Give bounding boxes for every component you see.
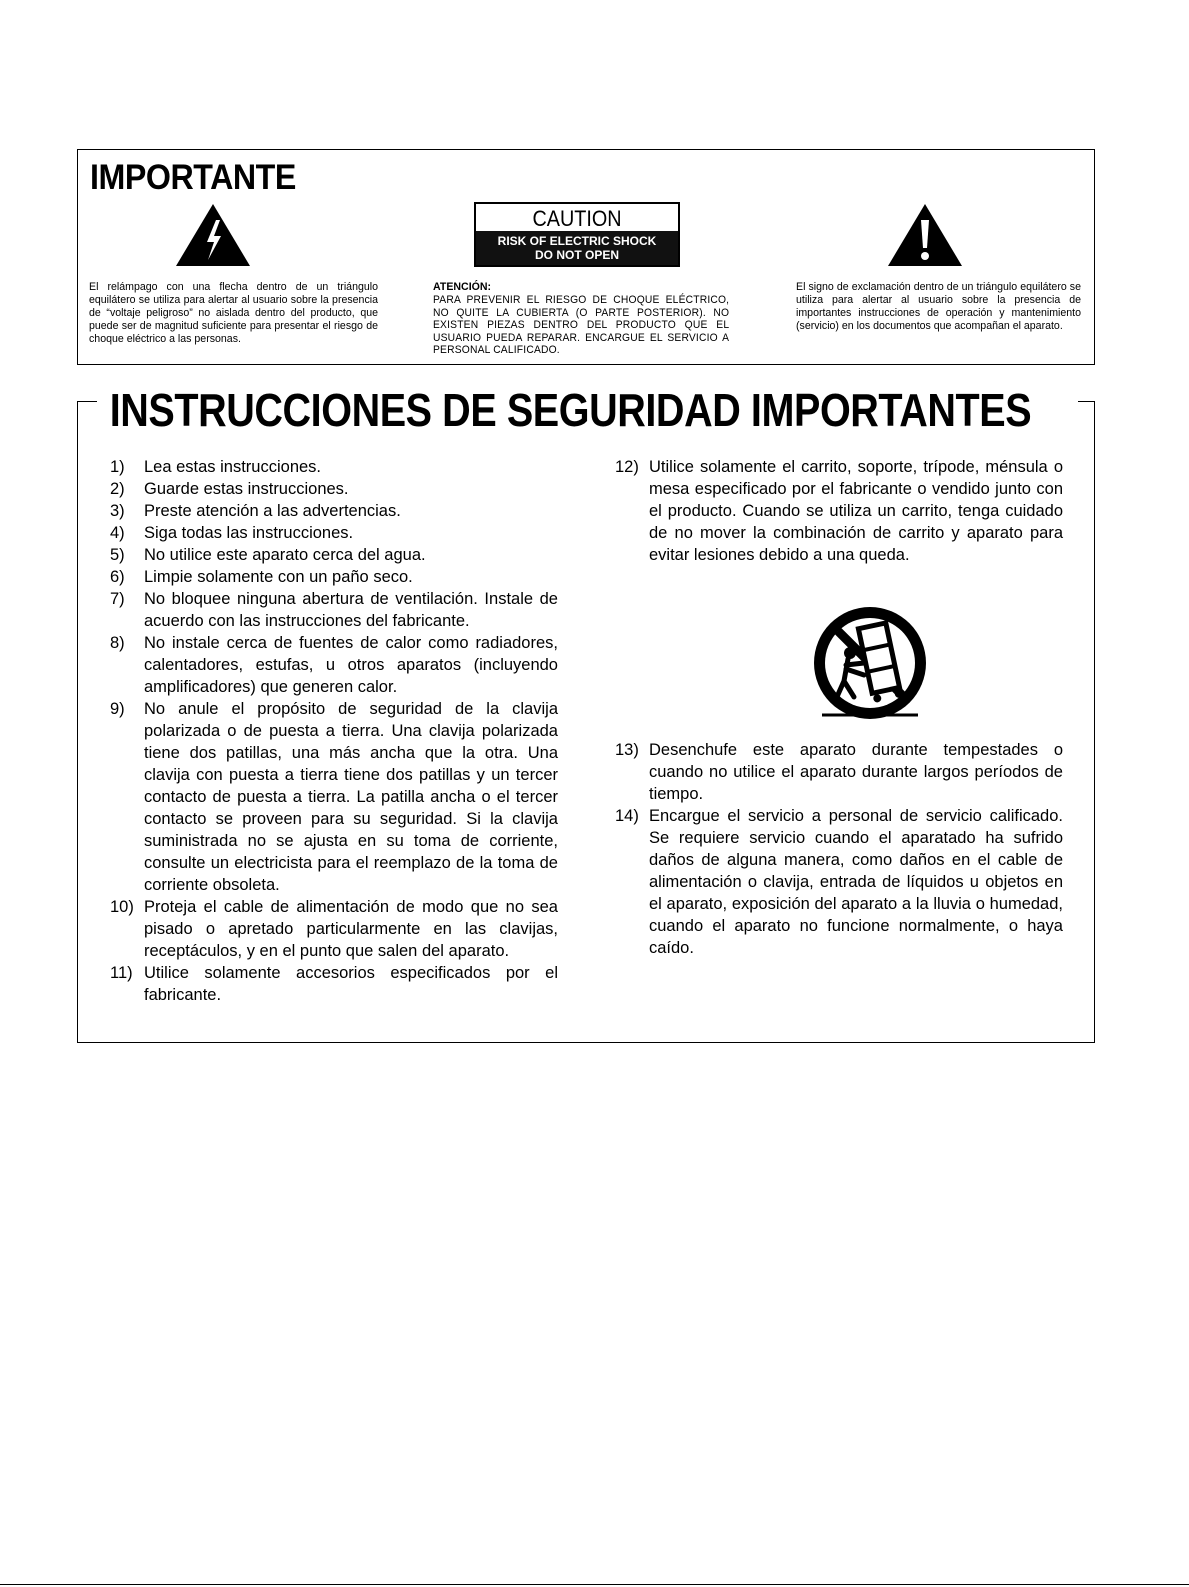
item-number: 3) xyxy=(110,502,125,520)
list-item xyxy=(110,566,558,588)
item-number: 7) xyxy=(110,590,125,608)
item-text: No utilice este aparato cerca del agua. xyxy=(144,546,426,564)
item-text: Preste atención a las advertencias. xyxy=(144,502,401,520)
caution-label-title: CAUTION xyxy=(532,206,622,231)
list-item xyxy=(110,522,558,544)
cart-tip-over-warning-icon xyxy=(808,603,932,727)
list-item xyxy=(110,544,558,566)
exclamation-warning-icon xyxy=(886,202,964,268)
item-number: 5) xyxy=(110,546,125,564)
item-number: 2) xyxy=(110,480,125,498)
lightning-explanation: El relámpago con una flecha dentro de un triángulo equilátero se utiliza para alertar al usuario sobre la presencia de “voltaje peligroso” no aislada dentro del producto, que puede ser de magnitud suficiente para presentar el riesgo de choque eléctrico a las personas. xyxy=(89,281,378,345)
item-text: Desenchufe este aparato durante tempestades o cuando no utilice el aparato durante largos períodos de tiempo. xyxy=(649,741,1063,803)
caution-label-line1: RISK OF ELECTRIC SHOCK xyxy=(497,234,657,248)
instructions-left-column xyxy=(110,456,558,1006)
list-item xyxy=(615,456,1063,566)
item-number: 10) xyxy=(110,898,134,916)
list-item xyxy=(615,805,1063,959)
list-item xyxy=(110,478,558,500)
caution-label-line2: DO NOT OPEN xyxy=(534,248,619,262)
item-number: 14) xyxy=(615,807,639,825)
list-item xyxy=(110,500,558,522)
caution-label xyxy=(474,202,680,267)
box-top-border-left xyxy=(77,401,97,402)
item-number: 13) xyxy=(615,741,639,759)
item-number: 11) xyxy=(110,964,133,982)
item-number: 9) xyxy=(110,700,125,718)
item-text: Encargue el servicio a personal de servicio calificado. Se requiere servicio cuando el aparatado ha sufrido daños de alguna manera, como daños en el cable de alimentación o clavija, entrada de líquidos u objetos en el aparato, exposición del aparato a la lluvia o humedad, cuando el aparato no funcione normalmente, o haya caído. xyxy=(649,807,1063,957)
item-number: 12) xyxy=(615,458,639,476)
item-text: Proteja el cable de alimentación de modo que no sea pisado o apretado particularmente en las clavijas, receptáculos, y en el punto que salen del aparato. xyxy=(144,898,558,960)
lightning-warning-icon xyxy=(174,202,252,268)
box-top-border-right xyxy=(1078,401,1095,402)
item-number: 6) xyxy=(110,568,125,586)
list-item xyxy=(615,739,1063,805)
list-item xyxy=(110,588,558,632)
item-text: Utilice solamente el carrito, soporte, trípode, ménsula o mesa especificado por el fabricante o vendido junto con el producto. Cuando se utiliza un carrito, tenga cuidado de no mover la combinación de carrito y aparato para evitar lesiones debido a una queda. xyxy=(649,458,1063,564)
atencion-heading: ATENCIÓN: xyxy=(433,281,492,293)
safety-instructions-title: INSTRUCCIONES DE SEGURIDAD IMPORTANTES xyxy=(108,383,1036,437)
item-number: 4) xyxy=(110,524,125,542)
page-bottom-rule xyxy=(0,1584,1189,1585)
item-text: Guarde estas instrucciones. xyxy=(144,480,349,498)
list-item xyxy=(110,698,558,896)
list-item xyxy=(110,896,558,962)
item-text: Siga todas las instrucciones. xyxy=(144,524,354,542)
item-text: Lea estas instrucciones. xyxy=(144,458,322,476)
item-text: Utilice solamente accesorios especificados por el fabricante. xyxy=(144,964,558,1004)
atencion-text: PARA PREVENIR EL RIESGO DE CHOQUE ELÉCTRICO, NO QUITE LA CUBIERTA (O PARTE POSTERIOR). NO EXISTEN PIEZAS DENTRO DEL PRODUCTO QUE EL USUARIO PUEDA REPARAR. ENCARGUE EL SERVICIO A PERSONAL CALIFICADO. xyxy=(433,294,730,356)
list-item xyxy=(110,456,558,478)
caution-label-warning xyxy=(476,231,678,265)
exclamation-explanation: El signo de exclamación dentro de un triángulo equilátero se utiliza para alertar al usuario sobre la presencia de importantes instrucciones de operación y mantenimiento (servicio) en los documentos que acompañan el aparato. xyxy=(796,281,1081,332)
list-item xyxy=(110,962,558,1006)
item-text: No bloquee ninguna abertura de ventilación. Instale de acuerdo con las instrucciones del fabricante. xyxy=(144,590,558,630)
item-number: 1) xyxy=(110,458,125,476)
item-text: No anule el propósito de seguridad de la clavija polarizada o de puesta a tierra. Una clavija polarizada tiene dos patillas, una más ancha que la otra. Una clavija con puesta a tierra tiene dos patillas y un tercer contacto de puesta a tierra. La patilla ancha o el tercer contacto se proveen para su seguridad. Si la clavija suministrada no se ajusta en su toma de corriente, consulte un electricista para el reemplazo de la toma de corriente obsoleta. xyxy=(144,700,558,894)
important-title: IMPORTANTE xyxy=(90,158,296,197)
important-notice-box xyxy=(77,149,1095,365)
item-text: No instale cerca de fuentes de calor como radiadores, calentadores, estufas, u otros aparatos (incluyendo amplificadores) que generen calor. xyxy=(144,634,558,696)
item-text: Limpie solamente con un paño seco. xyxy=(144,568,413,586)
item-number: 8) xyxy=(110,634,125,652)
atencion-block xyxy=(433,281,729,357)
list-item xyxy=(110,632,558,698)
